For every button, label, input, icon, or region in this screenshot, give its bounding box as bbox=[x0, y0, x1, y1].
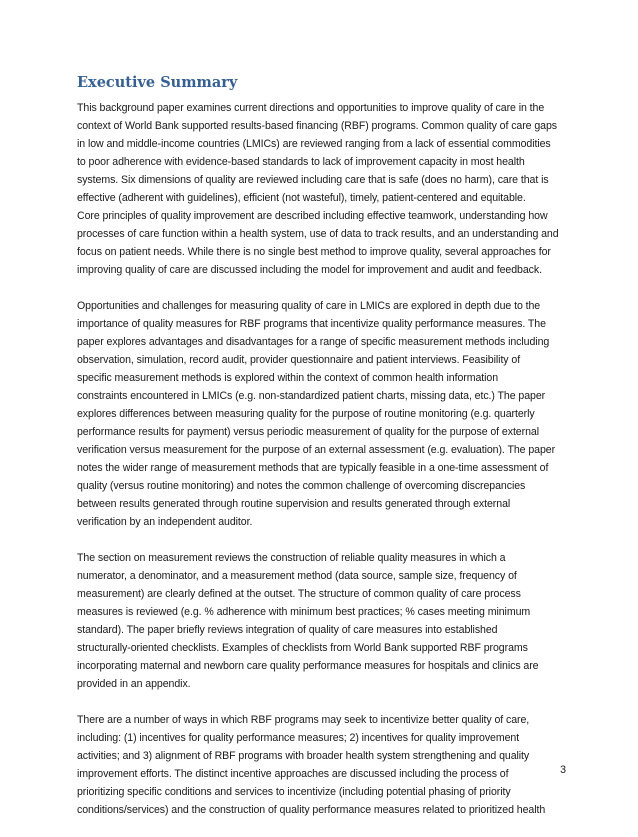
text-line: incorporating maternal and newborn care quality performance measures for hospitals and clinics are bbox=[77, 660, 539, 672]
text-line: Opportunities and challenges for measuring quality of care in LMICs are explored in depth due to the bbox=[77, 300, 541, 312]
text-line: between results generated through routine supervision and results generated through external bbox=[77, 498, 511, 510]
text-line: The section on measurement reviews the construction of reliable quality measures in which a bbox=[77, 552, 506, 564]
text-line: standard). The paper briefly reviews integration of quality of care measures into established bbox=[77, 624, 498, 636]
document-body bbox=[77, 74, 567, 837]
paragraph bbox=[77, 711, 567, 819]
text-line: conditions/services) and the construction of quality performance measures related to prioritized health bbox=[77, 804, 546, 816]
paragraph bbox=[77, 549, 567, 693]
text-line: measures is reviewed (e.g. % adherence with minimum best practices; % cases meeting minimum bbox=[77, 606, 531, 618]
text-line: notes the wider range of measurement methods that are typically feasible in a one-time assessment of bbox=[77, 462, 549, 474]
text-line: importance of quality measures for RBF programs that incentivize quality performance measures. The bbox=[77, 318, 546, 330]
text-line: effective (adherent with guidelines), efficient (not wasteful), timely, patient-centered and equitable. bbox=[77, 192, 526, 204]
text-line: Core principles of quality improvement are described including effective teamwork, understanding how bbox=[77, 210, 548, 222]
text-line: structurally-oriented checklists. Examples of checklists from World Bank supported RBF programs bbox=[77, 642, 528, 654]
text-line: explores differences between measuring quality for the purpose of routine monitoring (e.g. quarterly bbox=[77, 408, 535, 420]
text-line: processes of care function within a health system, use of data to track results, and an understanding and bbox=[77, 228, 559, 240]
text-line: activities; and 3) alignment of RBF programs with broader health system strengthening and quality bbox=[77, 750, 530, 762]
paragraphs-container bbox=[77, 99, 567, 819]
text-line: including: (1) incentives for quality performance measures; 2) incentives for quality improvement bbox=[77, 732, 520, 744]
section-heading: Executive Summary bbox=[77, 74, 238, 91]
paragraph bbox=[77, 297, 567, 531]
text-line: context of World Bank supported results-based financing (RBF) programs. Common quality of care gaps bbox=[77, 120, 558, 132]
page-number: 3 bbox=[560, 764, 566, 776]
text-line: improving quality of care are discussed including the model for improvement and audit and feedback. bbox=[77, 264, 542, 276]
text-line: specific measurement methods is explored within the context of common health information bbox=[77, 372, 499, 384]
text-line: verification by an independent auditor. bbox=[77, 516, 253, 528]
text-line: performance results for payment) versus periodic measurement of quality for the purpose of external bbox=[77, 426, 539, 438]
text-line: in low and middle-income countries (LMICs) are reviewed ranging from a lack of essential commodities bbox=[77, 138, 551, 150]
text-line: There are a number of ways in which RBF programs may seek to incentivize better quality of care, bbox=[77, 714, 530, 726]
text-line: paper explores advantages and disadvantages for a range of specific measurement methods including bbox=[77, 336, 550, 348]
text-line: prioritizing specific conditions and services to incentivize (including potential phasing of priority bbox=[77, 786, 511, 798]
text-line: constraints encountered in LMICs (e.g. non-standardized patient charts, missing data, etc.) The paper bbox=[77, 390, 546, 402]
text-line: quality (versus routine monitoring) and notes the common challenge of overcoming discrepancies bbox=[77, 480, 526, 492]
text-line: This background paper examines current directions and opportunities to improve quality of care in the bbox=[77, 102, 545, 114]
text-line: verification versus measurement for the purpose of an external assessment (e.g. evaluation). The paper bbox=[77, 444, 556, 456]
text-line: focus on patient needs. While there is no single best method to improve quality, several approaches for bbox=[77, 246, 551, 258]
text-line: improvement efforts. The distinct incentive approaches are discussed including the process of bbox=[77, 768, 509, 780]
paragraph bbox=[77, 99, 567, 279]
text-line: numerator, a denominator, and a measurement method (data source, sample size, frequency of bbox=[77, 570, 517, 582]
text-line: observation, simulation, record audit, provider questionnaire and patient interviews. Feasibility of bbox=[77, 354, 521, 366]
text-line: measurement) are clearly defined at the outset. The structure of common quality of care process bbox=[77, 588, 521, 600]
text-line: provided in an appendix. bbox=[77, 678, 191, 690]
text-line: systems. Six dimensions of quality are reviewed including care that is safe (does no harm), care that is bbox=[77, 174, 549, 186]
text-line: to poor adherence with evidence-based standards to lack of improvement capacity in most health bbox=[77, 156, 525, 168]
